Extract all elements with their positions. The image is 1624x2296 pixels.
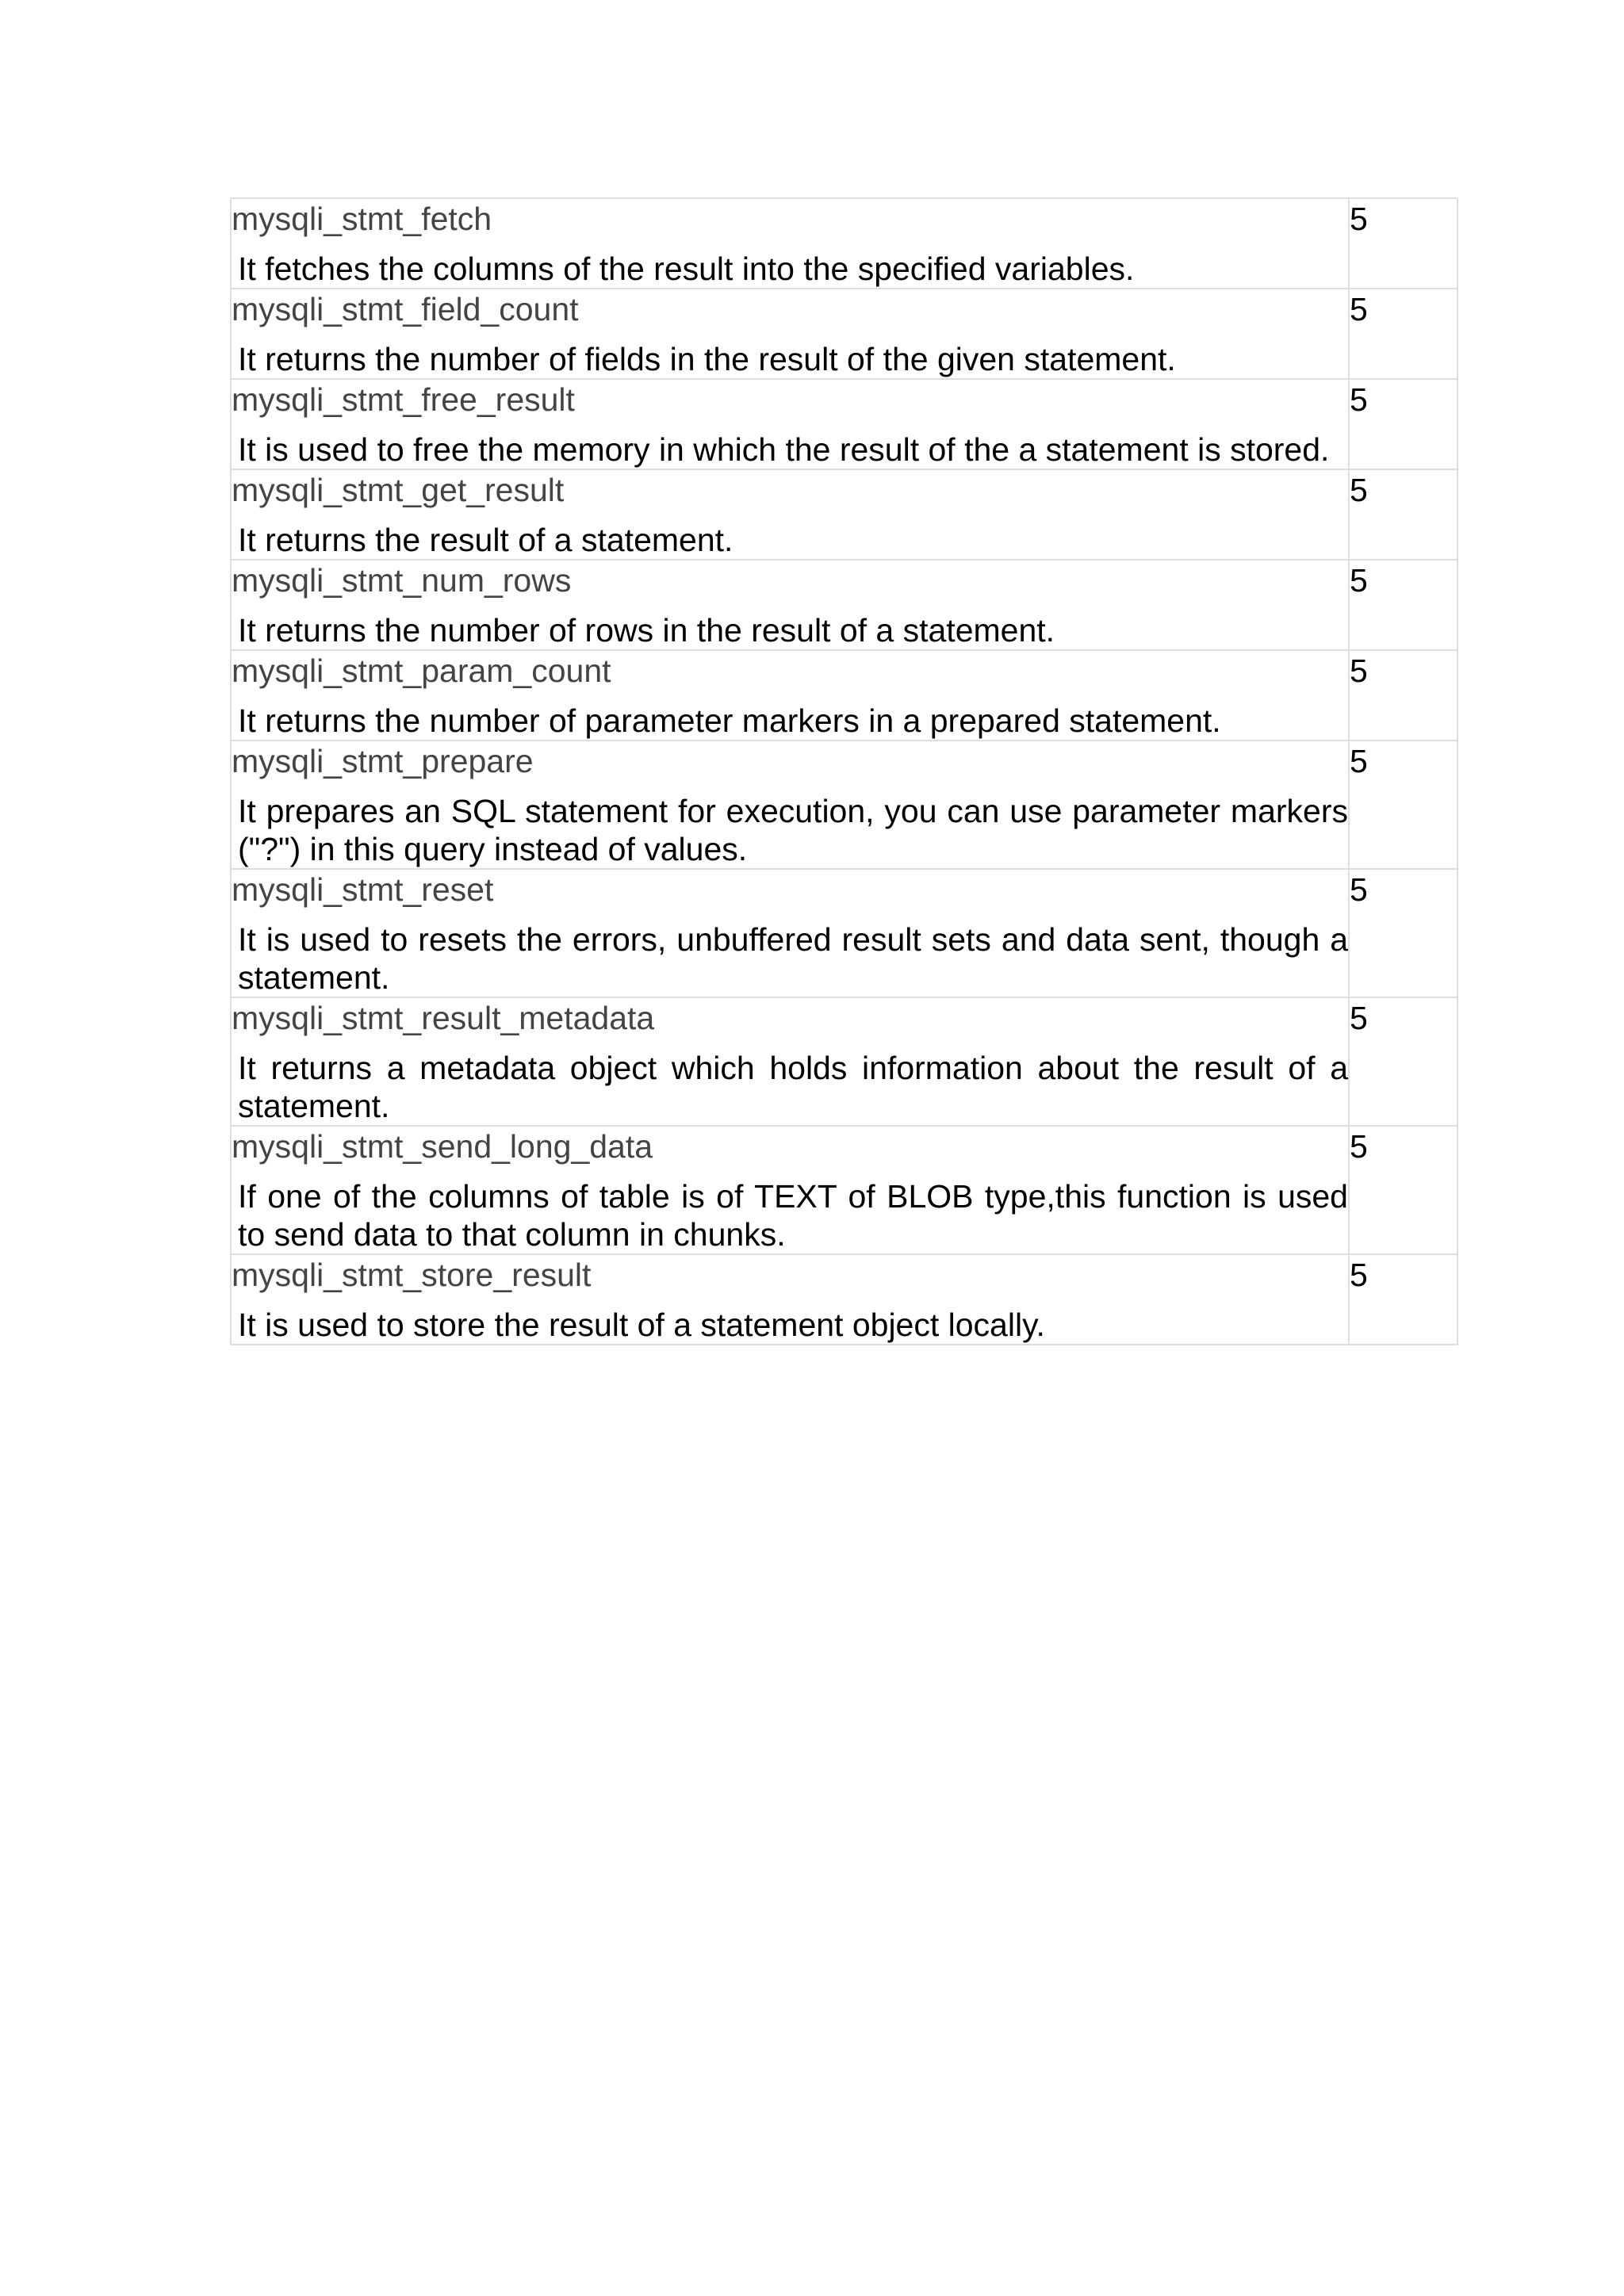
table-row [231,1126,1457,1254]
table-row [231,560,1457,650]
version-cell: 5 [1349,740,1457,869]
function-description: If one of the columns of table is of TEXT of BLOB type,this function is used to send data to that column in chunks. [238,1178,1348,1253]
table-row [231,997,1457,1126]
function-cell [231,289,1349,379]
function-name: mysqli_stmt_store_result [232,1257,592,1293]
table-row [231,469,1457,560]
function-name: mysqli_stmt_free_result [232,381,575,418]
version-cell: 5 [1349,997,1457,1126]
table-row [231,379,1457,469]
table-row [231,650,1457,740]
function-cell [231,198,1349,289]
version-cell: 5 [1349,198,1457,289]
version-cell: 5 [1349,1254,1457,1345]
function-cell [231,1254,1349,1345]
function-description: It prepares an SQL statement for execution, you can use parameter markers ("?") in this query instead of values. [238,793,1348,867]
function-name: mysqli_stmt_prepare [232,743,534,779]
table-row [231,198,1457,289]
version-cell: 5 [1349,560,1457,650]
function-cell [231,650,1349,740]
version-cell: 5 [1349,289,1457,379]
function-name: mysqli_stmt_fetch [232,201,492,237]
function-description: It fetches the columns of the result into the specified variables. [238,251,1135,287]
function-name: mysqli_stmt_num_rows [232,562,572,599]
function-cell [231,469,1349,560]
table-row [231,289,1457,379]
function-cell [231,869,1349,997]
function-name: mysqli_stmt_reset [232,871,494,908]
version-cell: 5 [1349,469,1457,560]
table-row [231,1254,1457,1345]
function-cell [231,379,1349,469]
function-description: It is used to free the memory in which the result of the a statement is stored. [238,431,1330,468]
table-row [231,740,1457,869]
function-name: mysqli_stmt_field_count [232,291,579,327]
version-cell: 5 [1349,1126,1457,1254]
function-cell [231,560,1349,650]
function-cell [231,740,1349,869]
function-cell [231,997,1349,1126]
table-row [231,869,1457,997]
function-description: It returns the number of parameter markers in a prepared statement. [238,702,1221,739]
function-description: It returns the result of a statement. [238,522,733,558]
function-name: mysqli_stmt_send_long_data [232,1128,653,1165]
version-cell: 5 [1349,650,1457,740]
function-name: mysqli_stmt_get_result [232,472,565,508]
function-cell [231,1126,1349,1254]
version-cell: 5 [1349,379,1457,469]
function-description: It is used to store the result of a statement object locally. [238,1307,1045,1343]
function-description: It returns the number of fields in the result of the given statement. [238,341,1176,377]
function-name: mysqli_stmt_param_count [232,652,611,689]
function-description: It is used to resets the errors, unbuffered result sets and data sent, though a statement. [238,921,1348,996]
version-cell: 5 [1349,869,1457,997]
function-table [230,197,1458,1345]
function-description: It returns the number of rows in the result of a statement. [238,612,1055,649]
function-name: mysqli_stmt_result_metadata [232,1000,655,1036]
function-description: It returns a metadata object which holds information about the result of a statement. [238,1050,1348,1124]
